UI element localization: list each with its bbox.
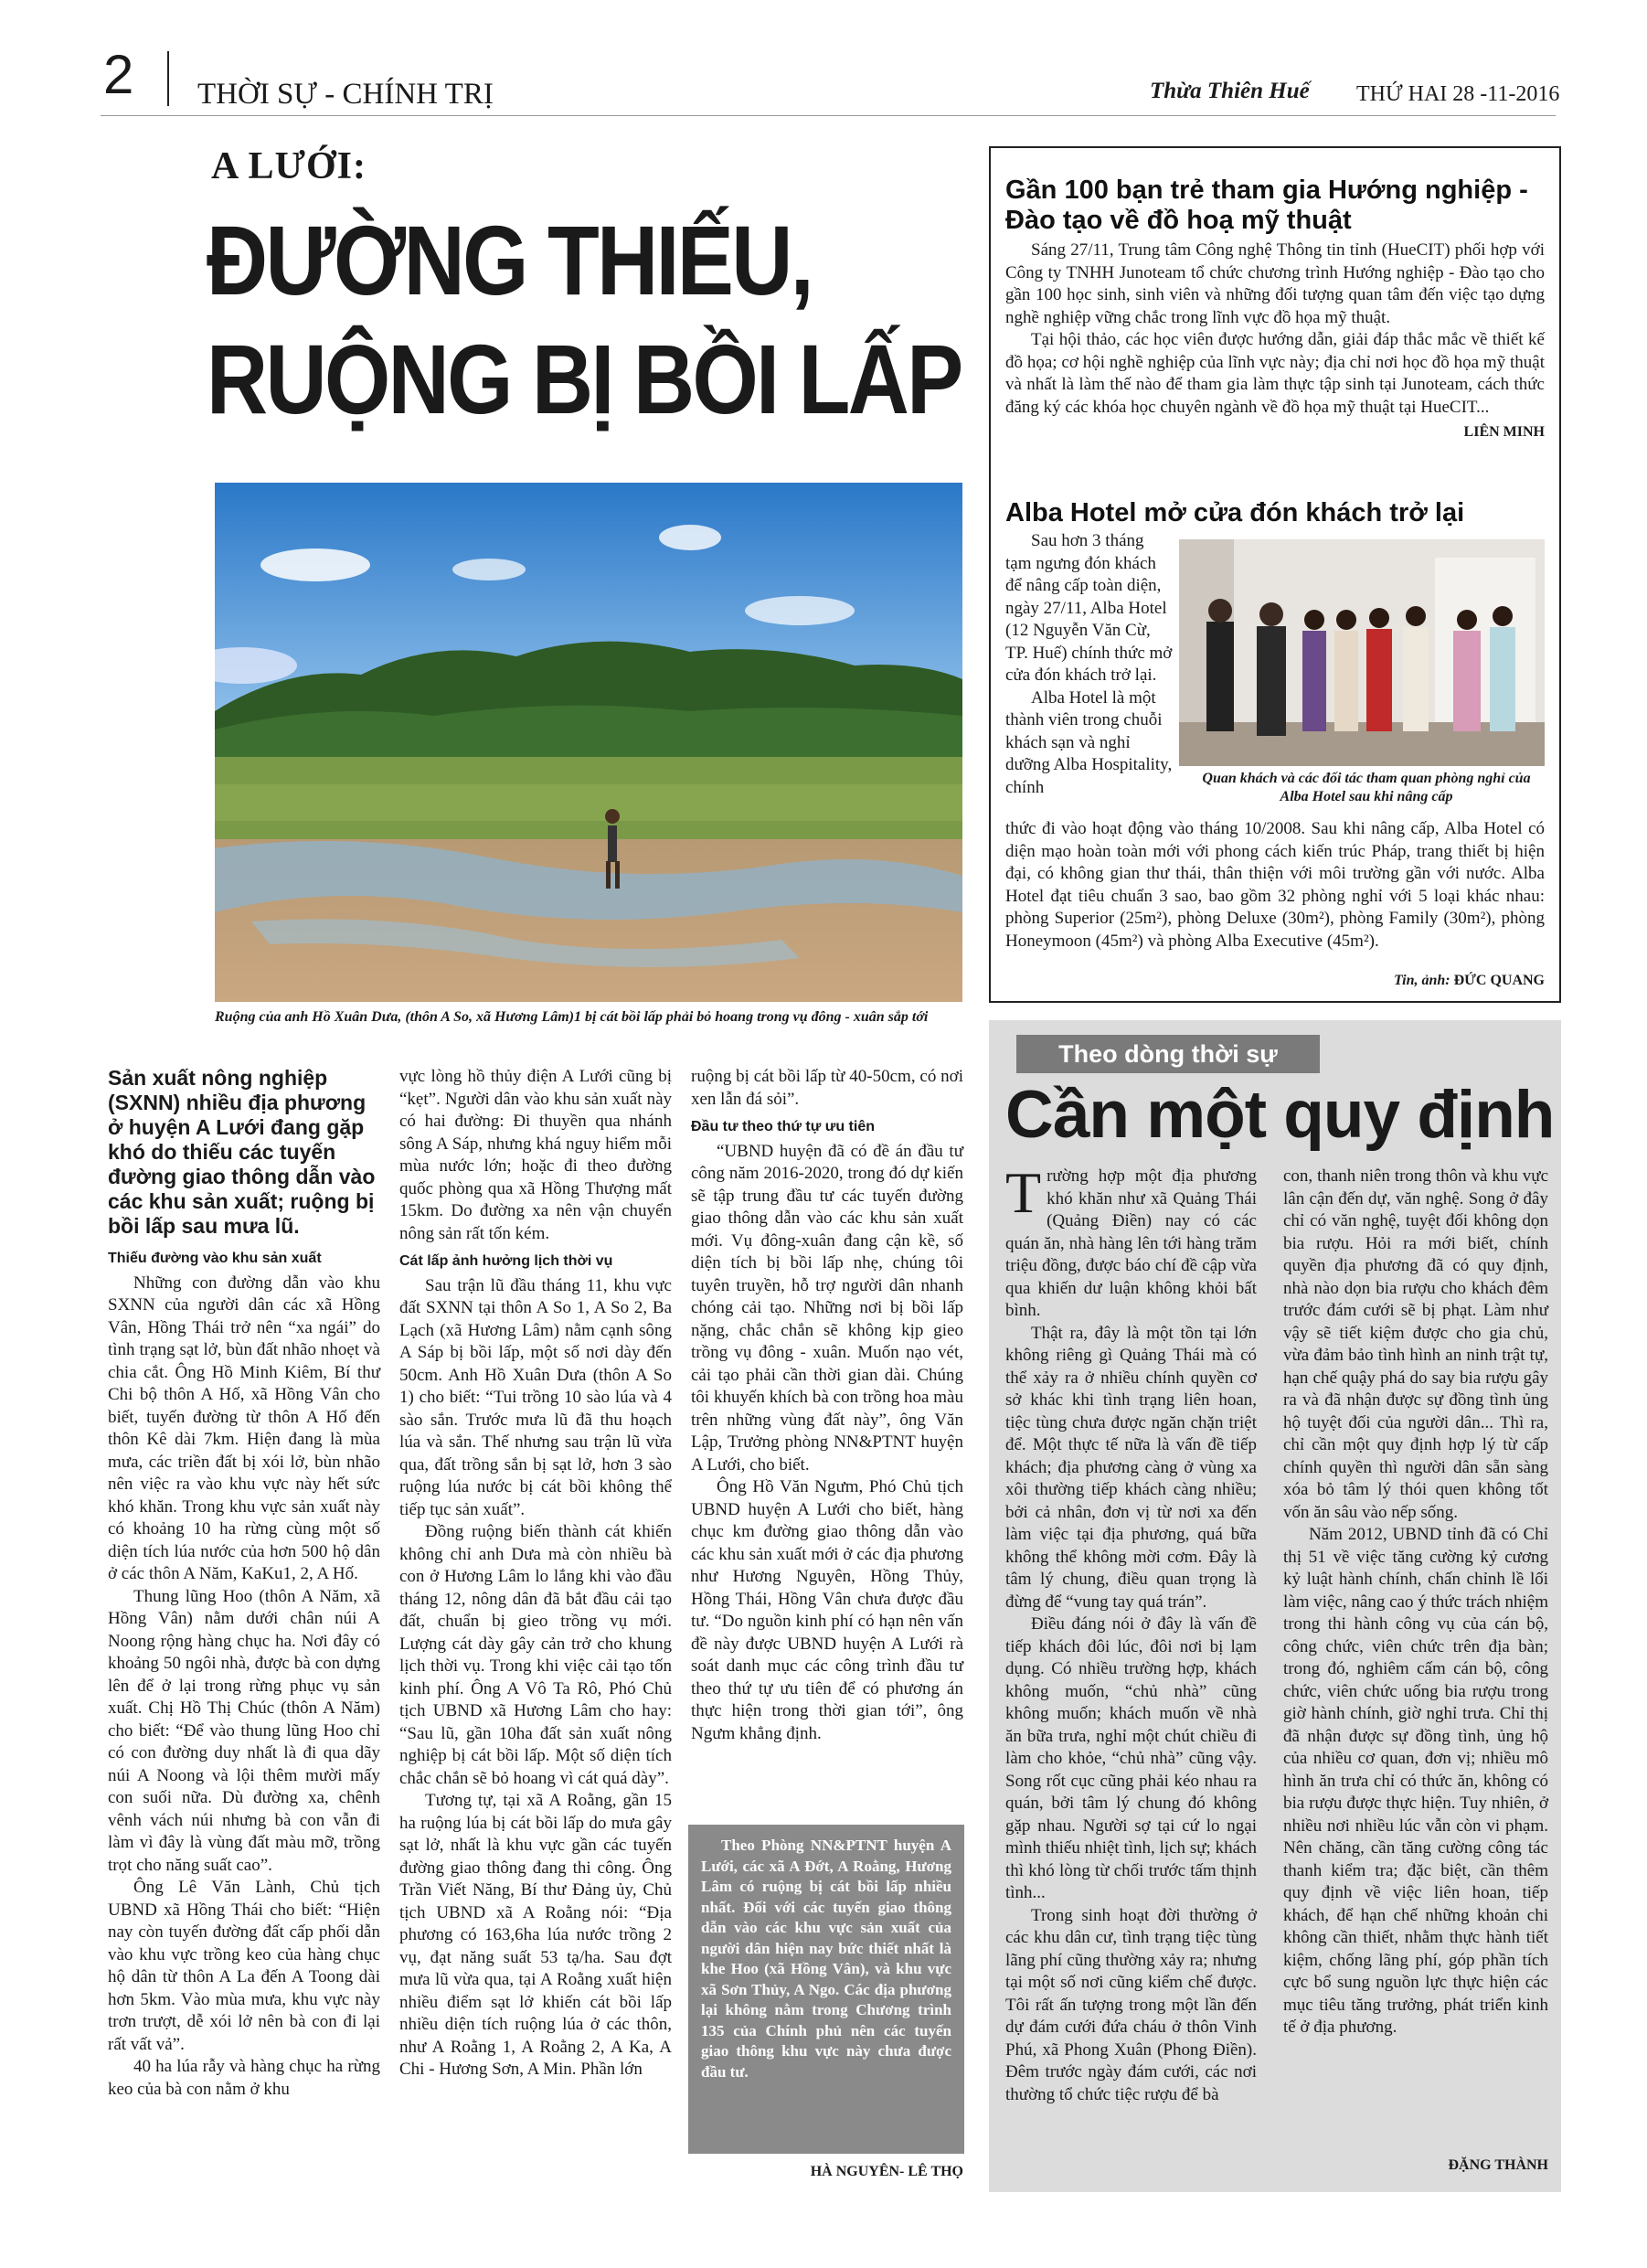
paragraph: rường hợp một địa phương khó khăn như xã Quảng Thái (Quảng Điền) nay có các quán ăn, nhà hàng lên tới hàng trăm triệu đồng, được báo chí đề cập vừa qua khiến dư luận không khỏi bất bình.	[1005, 1166, 1257, 1320]
paragraph: Sáng 27/11, Trung tâm Công nghệ Thông tin tỉnh (HueCIT) phối hợp với Công ty TNHH Junoteam tổ chức chương trình Hướng nghiệp - Đào tạo cho gần 100 học sinh, sinh viên và những đối tượng quan tâm đến việc tạo dựng nghề nghiệp vững chắc trong lĩnh vực đồ họa mỹ thuật.	[1005, 240, 1545, 327]
news-item-1	[1005, 176, 1545, 441]
header-divider	[167, 51, 169, 106]
article-kicker: A LƯỚI:	[211, 145, 367, 187]
paragraph: Alba Hotel là một thành viên trong chuỗi khách sạn và nghỉ dưỡng Alba Hospitality, chính	[1005, 687, 1173, 797]
header-rule	[101, 115, 1556, 116]
article-byline: HÀ NGUYÊN- LÊ THỌ	[810, 2164, 963, 2179]
news-item-2-continued: thức đi vào hoạt động vào tháng 10/2008. Sau khi nâng cấp, Alba Hotel có diện mạo hoàn toàn mới với phong cách kiến trúc Pháp, trang thiết bị hiện đại, có không gian thư thái, thân thiện với môi trường gần với nước. Alba Hotel đạt tiêu chuẩn 3 sao, bao gồm 32 phòng nghỉ với 5 loại khác nhau: phòng Superior (25m²), phòng Deluxe (30m²), phòng Family (30m²), phòng Honeymoon (45m²) và phòng Alba Executive (45m²).	[1005, 819, 1545, 951]
subhead-1: Thiếu đường vào khu sản xuất	[108, 1251, 322, 1266]
opinion-tag: Theo dòng thời sự	[1016, 1035, 1320, 1073]
news-item-2-title: Alba Hotel mở cửa đón khách trở lại	[1005, 498, 1465, 527]
byline-name: ĐỨC QUANG	[1453, 973, 1545, 988]
rice-field-photo	[215, 483, 962, 1002]
photo-caption: Ruộng của anh Hồ Xuân Dưa, (thôn A So, xã Hương Lâm)1 bị cát bồi lấp phải bỏ hoang trong vụ đông - xuân sắp tới	[215, 1009, 929, 1025]
paragraph: ruộng bị cát bồi lấp từ 40-50cm, có nơi xen lẫn đá sỏi”.	[691, 1067, 963, 1109]
paragraph: “UBND huyện đã có đề án đầu tư công năm 2016-2020, trong đó dự kiến sẽ tập trung đầu tư các tuyến đường giao thông dẫn vào các khu sản xuất mới. Vụ đông-xuân đang cận kề, số diện tích bị bồi lấp nhẹ, chúng tôi tuyên truyền, hỗ trợ người dân nhanh chóng cải tạo. Những nơi bị bồi lấp nặng, chắc chắn sẽ không kịp gieo trồng vụ đông - xuân. Muốn nạo vét, cải tạo phải cần thời gian dài. Chúng tôi khuyến khích bà con trồng hoa màu trên những vùng đất này”, ông Văn Lập, Trưởng phòng NN&PTNT huyện A Lưới, cho biết.	[691, 1141, 963, 1475]
paragraph: Tương tự, tại xã A Roằng, gần 15 ha ruộng lúa bị cát bồi lấp do mưa gây sạt lở, nhất là khu vực gần các tuyến đường giao thông đang thi công. Ông Trần Viết Năng, Bí thư Đảng ủy, Chủ tịch UBND xã A Roằng nói: “Địa phương có 163,6ha lúa nước trồng 2 vụ, đạt năng suất 53 tạ/ha. Sau đợt mưa lũ vừa qua, tại A Roằng xuất hiện nhiều điểm sạt lở khiến cát bồi lấp nhiều diện tích ruộng lúa ở các thôn, như A Roằng 1, A Roằng 2, A Ka, A Chi - Hương Sơn, A Min. Phần lớn	[399, 1791, 672, 2079]
drop-cap: T	[1005, 1160, 1042, 1225]
article-column-2	[399, 1066, 672, 2082]
section-title: THỜI SỰ - CHÍNH TRỊ	[197, 78, 494, 111]
article-column-3	[691, 1066, 963, 1745]
opinion-column-2	[1283, 1166, 1548, 2039]
article-headline	[207, 201, 962, 439]
hotel-photo	[1179, 539, 1545, 766]
paragraph: con, thanh niên trong thôn và khu vực lân cận đến dự, văn nghệ. Song ở đây chỉ có văn nghệ, tuyệt đối không dọn bia rượu. Hỏi ra mới biết, chính quyền địa phương đã có quy định, nhà nào dọn bia rượu cho khách đêm trước đám cưới sẽ bị phạt. Làm như vậy sẽ tiết kiệm được cho gia chủ, vừa đảm bảo tình hình an ninh trật tự, hạn chế quậy phá do say bia rượu gây ra và đã nhận được sự đồng tình ủng hộ tuyệt đối của người dân... Thì ra, chỉ cần một quy định hợp lý từ cấp chính quyền thì người dân sẵn sàng xóa bỏ tâm lý thói quen không tốt vốn ăn sâu vào nếp sống.	[1283, 1166, 1548, 1522]
paragraph: 40 ha lúa rẫy và hàng chục ha rừng keo của bà con nằm ở khu	[108, 2057, 380, 2099]
issue-date: THỨ HAI 28 -11-2016	[1356, 82, 1560, 106]
paragraph: Sau hơn 3 tháng tạm ngưng đón khách để nâng cấp toàn diện, ngày 27/11, Alba Hotel (12 Nguyễn Văn Cừ, TP. Huế) chính thức mở cửa đón khách trở lại.	[1005, 531, 1173, 685]
subhead-3: Đầu tư theo thứ tự ưu tiên	[691, 1119, 875, 1134]
opinion-title: Cần một quy định	[1005, 1078, 1555, 1152]
article-column-1	[108, 1066, 380, 2101]
paragraph: Ông Hồ Văn Ngưm, Phó Chủ tịch UBND huyện A Lưới cho biết, hàng chục km đường giao thông dẫn vào các khu sản xuất mới ở các địa phương như Hương Nguyên, Hồng Thủy, Hồng Thái, Hồng Vân chưa được đầu tư. “Do nguồn kinh phí có hạn nên vấn đề này được UBND huyện A Lưới rà soát danh mục các công trình đầu tư theo thứ tự ưu tiên để có phương án thực hiện trong thời gian tới”, ông Ngưm khẳng định.	[691, 1477, 963, 1743]
news-item-1-byline: LIÊN MINH	[1463, 424, 1545, 440]
news-item-2-side-text	[1005, 530, 1173, 799]
paragraph: vực lòng hồ thủy điện A Lưới cũng bị “kẹt”. Người dân vào khu sản xuất này có hai đường: Đi thuyền qua nhánh sông A Sáp, nhưng khá nguy hiểm mỗi mùa nước lớn; hoặc đi theo đường quốc phòng qua xã Hồng Thượng mất 15km. Do đường xa nên vận chuyển nông sản rất tốn kém.	[399, 1067, 672, 1243]
headline-line-2: RUỘNG BỊ BỒI LẤP	[207, 324, 962, 434]
hotel-photo-caption: Quan khách và các đối tác tham quan phòng nghỉ của Alba Hotel sau khi nâng cấp	[1202, 771, 1531, 804]
opinion-column-1	[1005, 1160, 1257, 2106]
article-lead: Sản xuất nông nghiệp (SXNN) nhiều địa phương ở huyện A Lưới đang gặp khó do thiếu các tuyến đường giao thông dẫn vào các khu sản xuất; ruộng bị bồi lấp sau mưa lũ.	[108, 1066, 376, 1238]
paragraph: Trong sinh hoạt đời thường ở các khu dân cư, tình trạng tiệc tùng lãng phí cũng thường xảy ra; nhưng tại một số nơi cũng kiểm chế được. Tôi rất ấn tượng trong một lần đến dự đám cưới đứa cháu ở thôn Vinh Phú, xã Phong Xuân (Phong Điền). Đêm trước ngày đám cưới, các nơi thường tổ chức tiệc rượu để bà	[1005, 1905, 1257, 2104]
newspaper-name: Thừa Thiên Huế	[1150, 79, 1310, 103]
paragraph: Thung lũng Hoo (thôn A Năm, xã Hồng Vân) nằm dưới chân núi A Noong rộng hàng chục ha. Nơi đây có khoảng 50 ngôi nhà, được bà con dựng lên để ở lại trong rừng phục vụ sản xuất. Chị Hồ Thị Chúc (thôn A Năm) cho biết: “Để vào thung lũng Hoo chỉ có con đường duy nhất là đi qua dãy núi A Noong và lội thêm mười mấy con suối nữa. Dù đường xa, chênh vênh vách núi nhưng bà con vẫn đi làm vì đây là vùng đất màu mỡ, trồng trọt cho năng suất cao”.	[108, 1586, 380, 1875]
info-box-text: Theo Phòng NN&PTNT huyện A Lưới, các xã A Đớt, A Roằng, Hương Lâm có ruộng bị cát bồi lấp nhiều nhất. Đối với các tuyến giao thông dẫn vào các khu vực sản xuất của người dân hiện nay bức thiết nhất là khe Hoo (xã Hồng Vân), và khu vực xã Sơn Thủy, A Ngo. Các địa phương lại không nằm trong Chương trình 135 của Chính phủ nên các tuyến giao thông khu vực này chưa được đầu tư.	[701, 1837, 951, 2081]
byline-label: Tin, ảnh:	[1393, 973, 1450, 988]
paragraph: Thật ra, đây là một tồn tại lớn không riêng gì Quảng Thái mà có thể xảy ra ở nhiều chính quyền cơ sở khác khi tình trạng liên hoan, tiệc tùng chưa được ngăn chặn triệt để. Một thực tế nữa là vấn đề tiếp khách; địa phương càng ở vùng xa xôi thường tiếp khách càng nhiều; bởi cả nhân, đơn vị từ nơi xa đến làm việc tại địa phương, quá bữa không thể không mời cơm. Đây là tâm lý chung, điều quan trọng là đừng để “vung tay quá trán”.	[1005, 1323, 1257, 1612]
paragraph: Điều đáng nói ở đây là vấn đề tiếp khách đôi lúc, đôi nơi bị lạm dụng. Có nhiều trường hợp, khách không muốn, “chủ nhà” cũng không muốn; khách muốn về nhà ăn bữa trưa, nghỉ một chút chiều đi làm cho khỏe, “chủ nhà” cũng vậy. Song rốt cục cũng phải kéo nhau ra quán, bởi tâm lý chung đó không gặp nhau. Người sợ tại cứ lo ngại mình thiếu nhiệt tình, lịch sự; khách thì khó lòng từ chối trước tấm thịnh tình...	[1005, 1614, 1257, 1902]
paragraph: Những con đường dẫn vào khu SXNN của người dân các xã Hồng Vân, Hồng Thái trở nên “xa ngái” do tình trạng sạt lở, bùn đất nhão nhoẹt và chia cắt. Ông Hồ Minh Kiêm, Bí thư Chi bộ thôn A Hố, xã Hồng Vân cho biết, tuyến đường từ thôn A Hố đến thôn Kê dài 7km. Hiện đang là mùa mưa, các triền đất bị xói lở, bùn nhão nên việc ra vào khu vực này hết sức khó khăn. Trong khu vực sản xuất này có khoảng 10 ha rừng cùng một số diện tích lúa nước của hơn 500 hộ dân ở các thôn A Năm, KaKu1, 2, A Hố.	[108, 1272, 380, 1583]
news-item-1-title: Gần 100 bạn trẻ tham gia Hướng nghiệp - Đào tạo về đồ hoạ mỹ thuật	[1005, 176, 1528, 235]
subhead-2: Cát lấp ảnh hưởng lịch thời vụ	[399, 1253, 613, 1269]
news-item-2-byline	[1005, 973, 1545, 989]
hotel-illustration	[1179, 539, 1545, 766]
info-box	[688, 1825, 964, 2154]
field-illustration	[215, 483, 962, 1002]
paragraph: Tại hội thảo, các học viên được hướng dẫn, giải đáp thắc mắc về thiết kế đồ họa; cơ hội nghề nghiệp của lĩnh vực này; địa chỉ nơi học đồ họa mỹ thuật và nhất là làm thế nào để tham gia làm thực tập sinh tại Junoteam, cách thức đăng ký các khóa học chuyên ngành về đồ họa mỹ thuật tại HueCIT...	[1005, 330, 1545, 417]
paragraph: Đồng ruộng biến thành cát khiến không chỉ anh Dưa mà còn nhiều bà con ở Hương Lâm lo lắng khi vào đầu tháng 12, nông dân đã bắt đầu cải tạo đất, chuẩn bị gieo trồng vụ mới. Lượng cát dày gây cản trở cho khung lịch thời vụ. Trong khi việc cải tạo tốn kinh phí. Ông A Vô Ta Rô, Phó Chủ tịch UBND xã Hương Lâm cho hay: “Sau lũ, gần 10ha đất sản xuất nông nghiệp bị cát bồi lấp. Một số diện tích chắc chắn sẽ bỏ hoang vì cát quá dày”.	[399, 1522, 672, 1788]
paragraph: Sau trận lũ đầu tháng 11, khu vực đất SXNN tại thôn A So 1, A So 2, Ba Lạch (xã Hương Lâm) nằm cạnh sông A Sáp bị bồi lấp, một số nơi dày đến 50cm. Anh Hồ Xuân Dưa (thôn A So 1) cho biết: “Tui trồng 10 sào lúa và 4 sào sắn. Trước mưa lũ đã thu hoạch lúa và sắn. Thế nhưng sau trận lũ vừa qua, đất trồng sắn bị sạt lở, hơn 3 sào ruộng lúa nước bị cát bồi không thể tiếp tục sản xuất”.	[399, 1275, 672, 1519]
paragraph: Ông Lê Văn Lành, Chủ tịch UBND xã Hồng Thái cho biết: “Hiện nay còn tuyến đường đất cấp phối dẫn vào khu vực trồng keo của hàng chục hộ dân từ thôn A La đến A Toong dài hơn 5km. Vào mùa mưa, khu vực này trơn trượt, dễ xói lở nên bà con đi lại rất vất vả”.	[108, 1878, 380, 2054]
page-number: 2	[103, 44, 134, 105]
headline-line-1: ĐƯỜNG THIẾU,	[207, 205, 812, 315]
opinion-byline: ĐẶNG THÀNH	[1448, 2157, 1548, 2173]
paragraph: Năm 2012, UBND tỉnh đã có Chỉ thị 51 về việc tăng cường kỷ cương kỷ luật hành chính, chấn chỉnh lề lối làm việc, nâng cao ý thức trách nhiệm trong thi hành công vụ của cán bộ, công chức, viên chức trên địa bàn; trong đó, nghiêm cấm cán bộ, công chức, viên chức uống bia rượu trong giờ hành chính, giờ nghỉ trưa. Chỉ thị đã nhận được sự đồng tình, ủng hộ của nhiều cơ quan, đơn vị; nhiều mô hình ăn trưa chỉ có thức ăn, không có bia rượu được thực hiện. Tuy nhiên, ở nhiều nơi nhiều lúc vẫn còn vi phạm. Nên chăng, cần tăng cường công tác thanh kiểm tra; đặc biệt, cần thêm quy định về việc liên hoan, tiếp khách, để hạn chế những khoản chi không cần thiết, nhằm thực hành tiết kiệm, chống lãng phí, góp phần tích cực bổ sung nguồn lực thực hiện các mục tiêu tăng trưởng, phát triển kinh tế ở địa phương.	[1283, 1525, 1548, 2037]
